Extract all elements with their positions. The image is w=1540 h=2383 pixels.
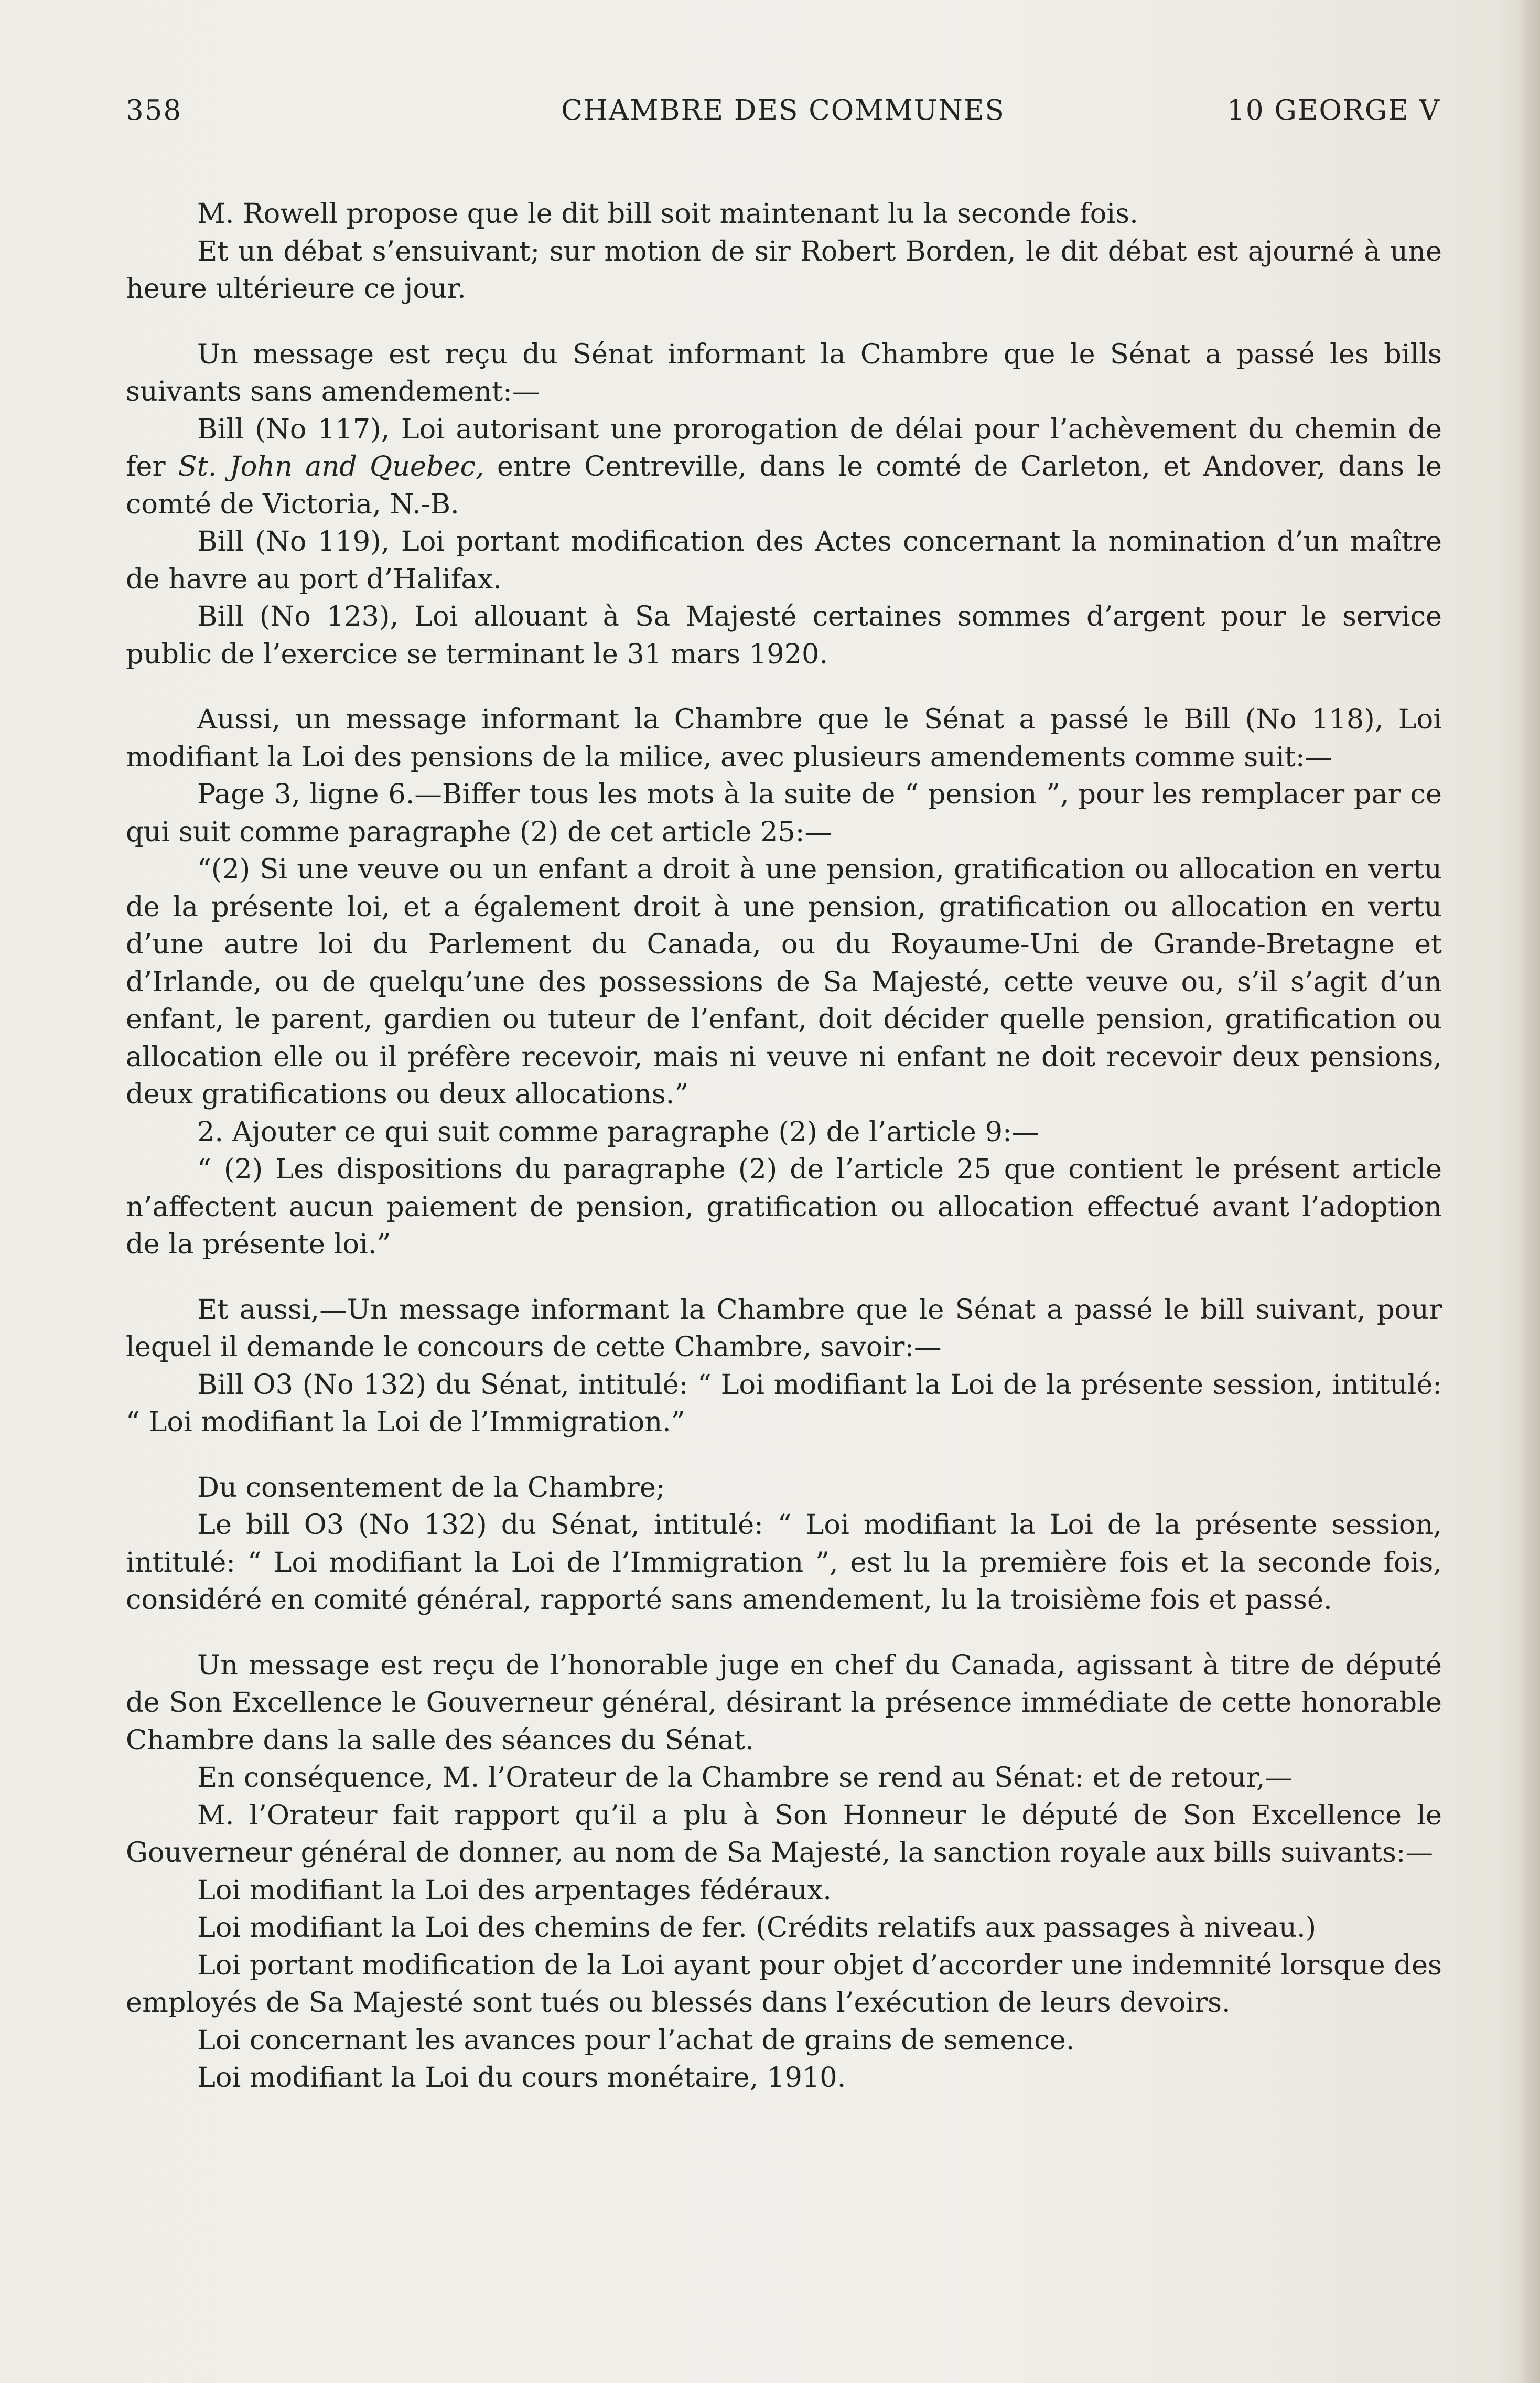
section-gap (126, 673, 1442, 701)
quoted-amendment: “ (2) Les dispositions du paragraphe (2) de l’article 25 que contient le présent article n’affectent aucun paiement de pension, gratification ou allocation effectué avant l’adoption de la présente loi.” (126, 1153, 1442, 1260)
journal-title: CHAMBRE DES COMMUNES (561, 94, 1005, 126)
assented-bill: Loi modifiant la Loi des chemins de fer. (Crédits relatifs aux passages à niveau.) (197, 1912, 1317, 1944)
paragraph: Du consentement de la Chambre; (197, 1471, 665, 1504)
paragraph: Page 3, ligne 6.—Biffer tous les mots à la suite de “ pension ”, pour les remplacer par ce qui suit comme paragraphe (2) de cet article 25:— (126, 778, 1442, 848)
paragraph: M. Rowell propose que le dit bill soit maintenant lu la seconde fois. (197, 198, 1138, 230)
bill-item: Bill (No 119), Loi portant modification des Actes concernant la nomination d’un maître de havre au port d’Halifax. (126, 525, 1442, 595)
paragraph: Et aussi,—Un message informant la Chambre que le Sénat a passé le bill suivant, pour lequel il demande le concours de cette Chambre, savoir:— (126, 1293, 1442, 1363)
section-gap (126, 308, 1442, 336)
quoted-amendment: “(2) Si une veuve ou un enfant a droit à une pension, gratification ou allocation en vertu de la présente loi, et a également droit à une pension, gratification ou allocation en vertu d’une autre loi du Parlement du Canada, ou du Royaume-Uni de Grande-Bretagne et d’Irlande, ou de quelqu’une des possessions de Sa Majesté, cette veuve ou, s’il s’agit d’un enfant, le parent, gardien ou tuteur de l’enfant, doit décider quelle pension, gratification ou allocation elle ou il préfère recevoir, mais ni veuve ni enfant ne doit recevoir deux pensions, deux gratifications ou deux allocations.” (126, 853, 1442, 1110)
assented-bill: Loi modifiant la Loi des arpentages fédéraux. (197, 1874, 832, 1906)
bill-item (126, 411, 1442, 523)
assented-bill: Loi concernant les avances pour l’achat de grains de semence. (197, 2024, 1075, 2056)
paragraph: Un message est reçu du Sénat informant la Chambre que le Sénat a passé les bills suivants sans amendement:— (126, 338, 1442, 407)
paragraph: M. l’Orateur fait rapport qu’il a plu à Son Honneur le député de Son Excellence le Gouverneur général de donner, au nom de Sa Majesté, la sanction royale aux bills suivants:— (126, 1799, 1442, 1869)
paragraph: 2. Ajouter ce qui suit comme paragraphe (2) de l’article 9:— (197, 1115, 1040, 1148)
regnal-year: 10 GEORGE V (1227, 94, 1440, 126)
paragraph: En conséquence, M. l’Orateur de la Chambre se rend au Sénat: et de retour,— (197, 1762, 1293, 1794)
paragraph: Un message est reçu de l’honorable juge en chef du Canada, agissant à titre de député de Son Excellence le Gouverneur général, désirant la présence immédiate de cette honorable Chambre dans la salle des séances du Sénat. (126, 1649, 1442, 1756)
paragraph: Le bill O3 (No 132) du Sénat, intitulé: “ Loi modifiant la Loi de la présente session, intitulé: “ Loi modifiant la Loi de l’Immigration ”, est lu la première fois et la seconde fois, considéré en comité général, rapporté sans amendement, lu la troisième fois et passé. (126, 1509, 1442, 1616)
page-edge-shadow (1518, 0, 1540, 2383)
page-number: 358 (126, 94, 182, 126)
section-gap (126, 1441, 1442, 1469)
assented-bill: Loi portant modification de la Loi ayant pour objet d’accorder une indemnité lorsque des employés de Sa Majesté sont tués ou blessés dans l’exécution de leurs devoirs. (126, 1949, 1442, 2019)
page-body (126, 195, 1442, 2097)
paragraph: Et un débat s’ensuivant; sur motion de sir Robert Borden, le dit débat est ajourné à une heure ultérieure ce jour. (126, 235, 1442, 305)
running-header (126, 94, 1440, 131)
bill-text: Bill (No 117), Loi autorisant une prorogation de délai pour l’achèvement du chemin de fer (126, 413, 1442, 482)
railway-name: St. John and Quebec, (178, 450, 484, 482)
assented-bill: Loi modifiant la Loi du cours monétaire, 1910. (197, 2062, 846, 2094)
section-gap (126, 1263, 1442, 1291)
bill-item: Bill (No 123), Loi allouant à Sa Majesté certaines sommes d’argent pour le service public de l’exercice se terminant le 31 mars 1920. (126, 600, 1442, 670)
section-gap (126, 1619, 1442, 1647)
bill-text: entre Centreville, dans le comté de Carleton, et Andover, dans le comté de Victoria, N.-B. (126, 450, 1442, 520)
bill-item: Bill O3 (No 132) du Sénat, intitulé: “ Loi modifiant la Loi de la présente session, intitulé: “ Loi modifiant la Loi de l’Immigration.” (126, 1368, 1442, 1438)
paragraph: Aussi, un message informant la Chambre que le Sénat a passé le Bill (No 118), Loi modifiant la Loi des pensions de la milice, avec plusieurs amendements comme suit:— (126, 703, 1442, 773)
